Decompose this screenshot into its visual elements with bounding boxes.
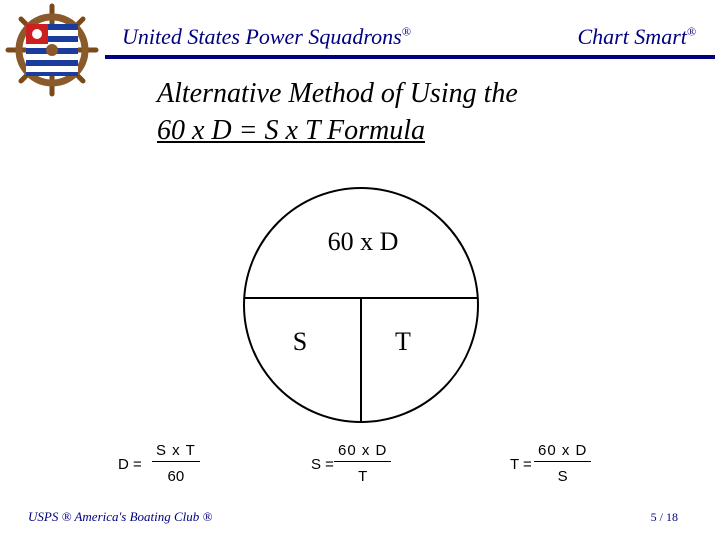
- formula-t-numerator: 60 x D: [534, 442, 591, 462]
- header-right-title: Chart Smart®: [577, 24, 696, 49]
- circle-right-label: T: [395, 327, 411, 356]
- header-left-title: United States Power Squadrons®: [122, 24, 411, 49]
- formula-t-denominator: S: [557, 468, 568, 485]
- formula-s-lhs: S =: [311, 456, 334, 473]
- formula-s-fraction: [334, 442, 391, 485]
- formula-s-denominator: T: [358, 468, 368, 485]
- footer-page-number: 5 / 18: [650, 510, 678, 524]
- formula-d-denominator: 60: [167, 468, 185, 485]
- circle-left-label: S: [292, 327, 308, 356]
- footer-organization: USPS ® America's Boating Club ®: [28, 509, 213, 524]
- circle-top-label: 60 x D: [327, 227, 399, 256]
- formula-d-fraction: [152, 442, 200, 485]
- formula-t-lhs: T =: [510, 456, 532, 473]
- slide-title-line-2: 60 x D = S x T Formula: [157, 115, 426, 146]
- formula-d-numerator: S x T: [152, 442, 200, 462]
- formula-s-numerator: 60 x D: [334, 442, 391, 462]
- formula-t-fraction: [534, 442, 591, 485]
- formula-d-lhs: D =: [118, 456, 142, 473]
- slide-title-line-1: Alternative Method of Using the: [157, 78, 518, 109]
